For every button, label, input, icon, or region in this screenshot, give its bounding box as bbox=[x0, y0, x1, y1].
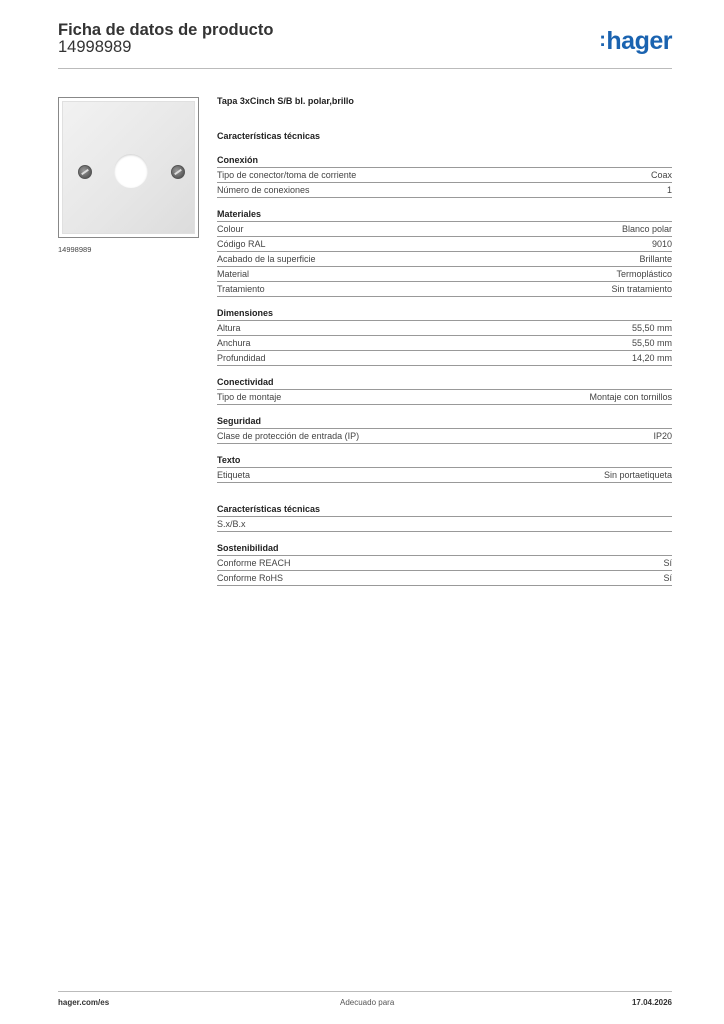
spec-label: Número de conexiones bbox=[217, 185, 310, 195]
spec-value: 55,50 mm bbox=[631, 338, 672, 348]
spec-label: Anchura bbox=[217, 338, 251, 348]
section-title: Texto bbox=[217, 455, 241, 465]
hager-logo: :hager bbox=[599, 27, 672, 55]
spec-label: Tratamiento bbox=[217, 284, 265, 294]
spec-label: Conforme REACH bbox=[217, 558, 291, 568]
spec-label: Etiqueta bbox=[217, 470, 251, 480]
spec-row bbox=[217, 389, 672, 405]
spec-value: 1 bbox=[666, 185, 672, 195]
spec-value: Sí bbox=[663, 573, 672, 583]
spec-rows bbox=[217, 555, 672, 586]
spec-value: Sin portaetiqueta bbox=[603, 470, 672, 480]
spec-content bbox=[217, 96, 672, 597]
section-title: Dimensiones bbox=[217, 308, 274, 318]
spec-row bbox=[217, 570, 672, 586]
spec-section bbox=[217, 455, 672, 483]
spec-label: Conforme RoHS bbox=[217, 573, 284, 583]
spec-row bbox=[217, 428, 672, 444]
spec-rows bbox=[217, 167, 672, 198]
spec-section bbox=[217, 377, 672, 405]
spec-rows bbox=[217, 221, 672, 297]
spec-row bbox=[217, 555, 672, 570]
spec-title-2: Características técnicas bbox=[217, 504, 321, 514]
spec-label: Material bbox=[217, 269, 250, 279]
spec-row bbox=[217, 236, 672, 251]
spec-rows bbox=[217, 467, 672, 483]
spec-row bbox=[217, 281, 672, 297]
spec-rows bbox=[217, 389, 672, 405]
spec-value: 14,20 mm bbox=[631, 353, 672, 363]
spec-row bbox=[217, 320, 672, 335]
spec-label: Colour bbox=[217, 224, 244, 234]
spec-section bbox=[217, 543, 672, 586]
cover-plate-image bbox=[62, 101, 195, 234]
spec-row bbox=[217, 251, 672, 266]
spec-label: Profundidad bbox=[217, 353, 266, 363]
spec-label: Código RAL bbox=[217, 239, 266, 249]
footer-date: 17.04.2026 bbox=[631, 998, 672, 1007]
spec-row bbox=[217, 335, 672, 350]
spec-section bbox=[217, 209, 672, 297]
section-title: Conectividad bbox=[217, 377, 274, 387]
spec-label: Acabado de la superficie bbox=[217, 254, 316, 264]
spec-value: Coax bbox=[650, 170, 672, 180]
spec-title: Características técnicas bbox=[217, 131, 321, 141]
spec-label: Clase de protección de entrada (IP) bbox=[217, 431, 360, 441]
section-title: Seguridad bbox=[217, 416, 262, 426]
screw-icon bbox=[78, 165, 92, 179]
spec-rows bbox=[217, 428, 672, 444]
spec-value: IP20 bbox=[653, 431, 672, 441]
spec-row bbox=[217, 350, 672, 366]
spec-row bbox=[217, 467, 672, 483]
footer-website: hager.com/es bbox=[58, 998, 110, 1007]
footer-center-note: Adecuado para bbox=[340, 998, 395, 1007]
connector-hole bbox=[114, 154, 148, 188]
spec-section bbox=[217, 155, 672, 198]
section-title: Materiales bbox=[217, 209, 262, 219]
spec-value: 9010 bbox=[651, 239, 672, 249]
spec-row bbox=[217, 516, 672, 532]
product-image-caption: 14998989 bbox=[58, 245, 92, 254]
section-title: Sostenibilidad bbox=[217, 543, 279, 553]
section-title: Conexión bbox=[217, 155, 259, 165]
spec-value: 55,50 mm bbox=[631, 323, 672, 333]
spec-section bbox=[217, 416, 672, 444]
spec-rows bbox=[217, 320, 672, 366]
product-code-header: 14998989 bbox=[58, 38, 132, 56]
spec-row bbox=[217, 221, 672, 236]
spec-value: Termoplástico bbox=[616, 269, 672, 279]
product-image bbox=[58, 97, 199, 238]
page-title: Ficha de datos de producto bbox=[58, 21, 274, 39]
spec-value: Brillante bbox=[639, 254, 672, 264]
spec-rows bbox=[217, 516, 672, 532]
spec-label: S.x/B.x bbox=[217, 519, 246, 529]
spec-label: Altura bbox=[217, 323, 241, 333]
product-name: Tapa 3xCinch S/B bl. polar,brillo bbox=[217, 96, 354, 106]
spec-section bbox=[217, 308, 672, 366]
spec-label: Tipo de conector/toma de corriente bbox=[217, 170, 357, 180]
spec-row bbox=[217, 182, 672, 198]
spec-value: Sí bbox=[663, 558, 672, 568]
spec-value: Blanco polar bbox=[621, 224, 672, 234]
spec-label: Tipo de montaje bbox=[217, 392, 282, 402]
spec-section bbox=[217, 516, 672, 532]
spec-row bbox=[217, 167, 672, 182]
header-divider bbox=[58, 68, 672, 69]
spec-row bbox=[217, 266, 672, 281]
screw-icon bbox=[171, 165, 185, 179]
footer-divider bbox=[58, 991, 672, 992]
spec-value: Sin tratamiento bbox=[611, 284, 672, 294]
spec-value: Montaje con tornillos bbox=[589, 392, 672, 402]
